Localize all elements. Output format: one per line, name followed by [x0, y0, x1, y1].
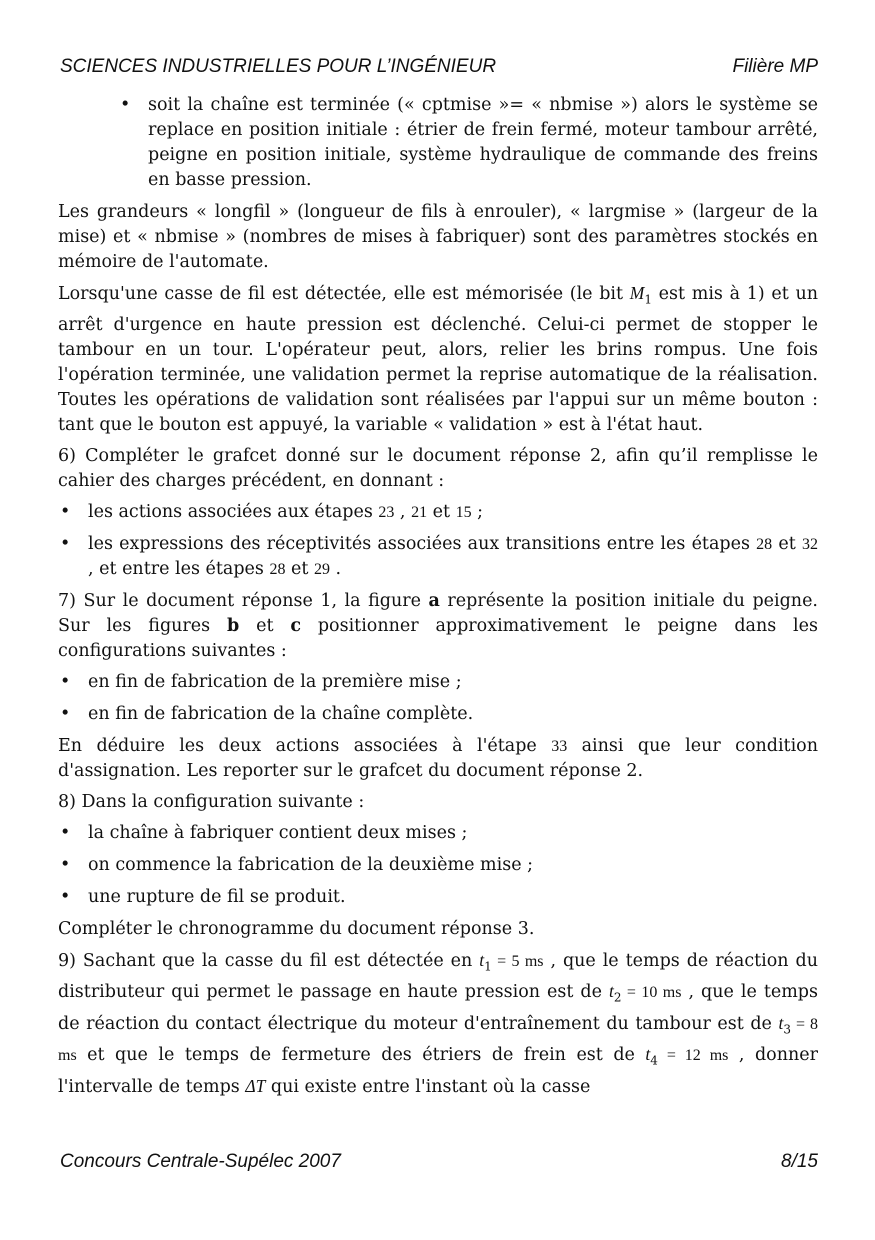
question-8-list [58, 821, 818, 910]
footer-contest: Concours Centrale-Supélec 2007 [60, 1151, 341, 1172]
intro-list [58, 93, 818, 193]
list-item: • on commence la fabrication de la deuxième mise ; [58, 853, 818, 878]
list-item: • en fin de fabrication de la première mise ; [58, 670, 818, 695]
question-8: 8) Dans la configuration suivante : [58, 791, 365, 812]
list-item: • soit la chaîne est terminée (« cptmise »= « nbmise ») alors le système se replace en position initiale : étrier de frein fermé, moteur tambour arrêté, peigne en position initiale, système hydraulique de commande des freins en basse pression. [58, 93, 818, 193]
question-6: 6) Compléter le grafcet donné sur le document réponse 2, afin qu’il remplisse le cahier des charges précédent, en donnant : [58, 445, 818, 491]
header-filiere: Filière MP [732, 56, 818, 77]
list-item: • la chaîne à fabriquer contient deux mises ; [58, 821, 818, 846]
page-header [60, 56, 818, 78]
question-7: 7) Sur le document réponse 1, la figure a représente la position initiale du peigne. Sur les figures b et c positionner approximativement le peigne dans les configurations suivantes : [58, 590, 818, 661]
page-content [58, 93, 818, 1106]
question-8-complete: Compléter le chronogramme du document réponse 3. [58, 918, 535, 939]
question-9: 9) Sachant que la casse du fil est détectée en $t_1 = 5$ ms , que le temps de réaction du distributeur qui permet le passage en haute pression est de $t_2 = 10$ ms , que le temps de réaction du contact électrique du moteur d'entraînement du tambour est de $t_3 = 8$ ms et que le temps de fermeture des étriers de frein est de $t_4 = 12$ ms , donner l'intervalle de temps ΔT qui existe entre l'instant où la casse [58, 949, 818, 1097]
page-number: 8/15 [781, 1151, 818, 1172]
list-item: • en fin de fabrication de la chaîne complète. [58, 702, 818, 727]
question-6-list [58, 500, 818, 582]
header-title: SCIENCES INDUSTRIELLES POUR L’INGÉNIEUR [60, 56, 497, 77]
paragraph-casse: Lorsqu'une casse de fil est détectée, elle est mémorisée (le bit $M_1$ est mis à 1) et un arrêt d'urgence en haute pression est déclenché. Celui-ci permet de stopper le tambour en un tour. L'opérateur peut, alors, relier les brins rompus. Une fois l'opération terminée, une validation permet la reprise automatique de la réalisation. Toutes les opérations de validation sont réalisées par l'appui sur un même bouton : tant que le bouton est appuyé, la variable « validation » est à l'état haut. [58, 283, 818, 435]
question-7-deduce: En déduire les deux actions associées à l'étape 33 ainsi que leur condition d'assignation. Les reporter sur le grafcet du document réponse 2. [58, 735, 818, 781]
paragraph-grandeurs: Les grandeurs « longfil » (longueur de fils à enrouler), « largmise » (largeur de la mise) et « nbmise » (nombres de mises à fabriquer) sont des paramètres stockés en mémoire de l'automate. [58, 202, 818, 272]
question-7-list [58, 670, 818, 727]
page-footer [60, 1151, 818, 1173]
list-item: • les expressions des réceptivités associées aux transitions entre les étapes 28 et 32 , et entre les étapes 28 et 29 . [58, 532, 818, 582]
list-item: • les actions associées aux étapes 23 , 21 et 15 ; [58, 500, 818, 525]
list-item: • une rupture de fil se produit. [58, 885, 818, 910]
